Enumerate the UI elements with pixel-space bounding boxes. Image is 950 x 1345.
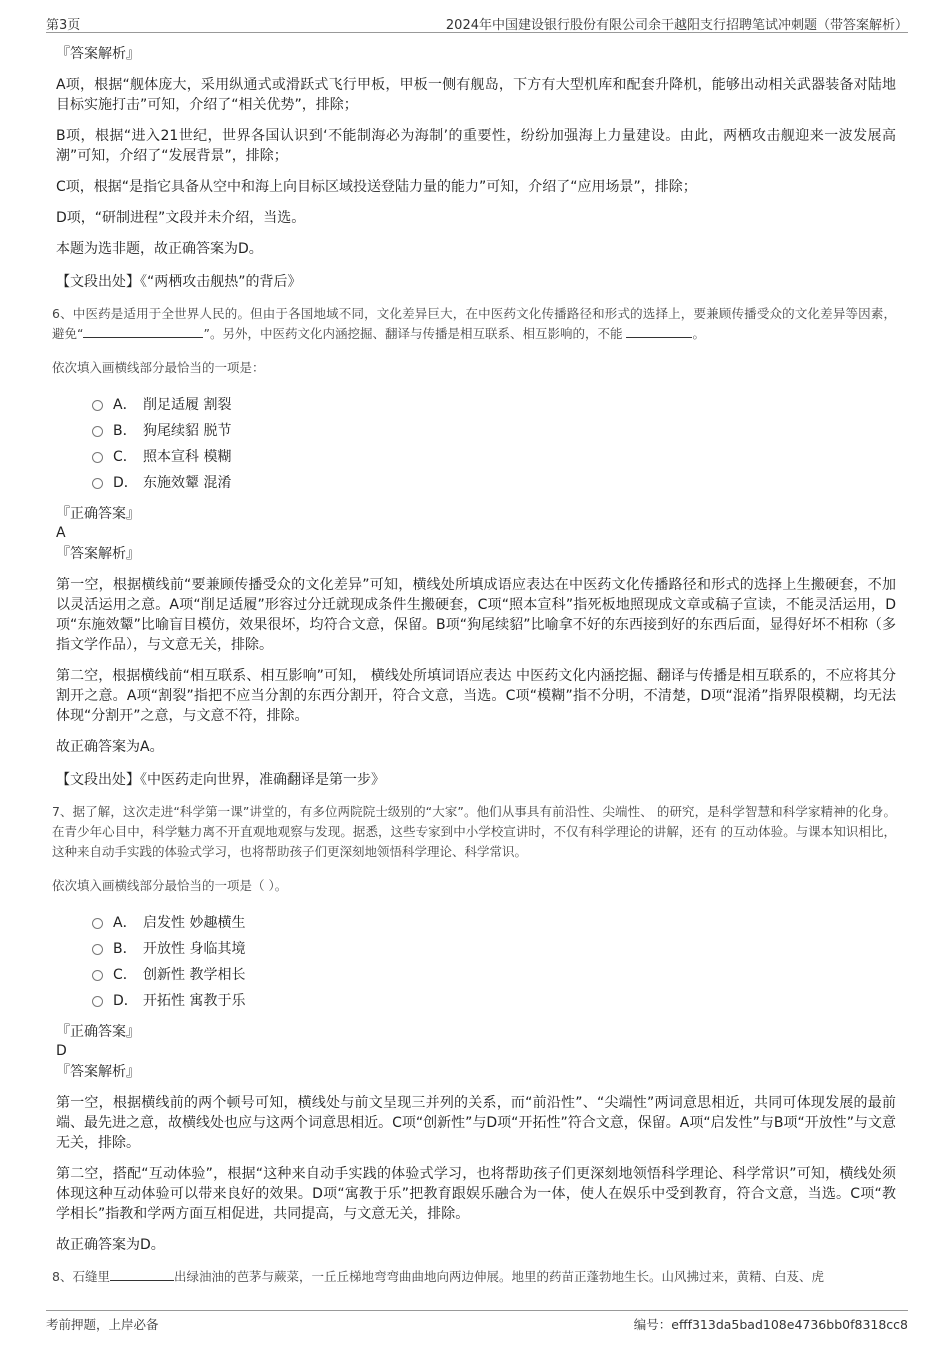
correct-answer: D bbox=[56, 1043, 67, 1059]
radio-button[interactable] bbox=[92, 426, 103, 437]
question-text-part: 。 bbox=[692, 326, 705, 341]
analysis-paragraph: B项，根据“进入21世纪，世界各国认识到‘不能制海必为海制’的重要性，纷纷加强海上力量建设。由此，两栖攻击舰迎来一波发展高潮”可知，介绍了“发展背景”，排除； bbox=[56, 128, 896, 164]
page-footer bbox=[46, 1310, 908, 1333]
radio-button[interactable] bbox=[92, 452, 103, 463]
radio-button[interactable] bbox=[92, 944, 103, 955]
analysis-paragraph: A项，根据“舰体庞大，采用纵通式或滑跃式飞行甲板，甲板一侧有舰岛，下方有大型机库和配套升降机，能够出动相关武器装备对陆地目标实施打击”可知，介绍了“相关优势”，排除； bbox=[56, 77, 896, 113]
conclusion: 本题为选非题，故正确答案为D。 bbox=[56, 241, 263, 257]
analysis-paragraph: 第一空，根据横线前“要兼顾传播受众的文化差异”可知，横线处所填成语应表达在中医药文化传播路径和形式的选择上生搬硬套，不加以灵活运用之意。A项“削足适履”形容过分迁就现成条件生搬硬套，C项“照本宣科”指死板地照现成文章或稿子宣读，不能灵活运用，D项“东施效颦”比喻盲目模仿，效果很坏，均符合文意，保留。B项“狗尾续貂”比喻拿不好的东西接到好的东西后面，显得好坏不相称（多指文学作品），与文意无关，排除。 bbox=[56, 577, 896, 653]
analysis-paragraph: C项，根据“是指它具备从空中和海上向目标区域投送登陆力量的能力”可知，介绍了“应用场景”，排除； bbox=[56, 179, 697, 195]
option-text: 削足适履 割裂 bbox=[143, 397, 232, 413]
analysis-label: 『答案解析』 bbox=[56, 546, 140, 562]
analysis-label: 『答案解析』 bbox=[56, 46, 140, 62]
option-d[interactable] bbox=[92, 988, 896, 1014]
source-citation: 【文段出处】《中医药走向世界，准确翻译是第一步》 bbox=[56, 772, 385, 788]
radio-button[interactable] bbox=[92, 918, 103, 929]
question-8 bbox=[52, 1267, 896, 1287]
option-b[interactable] bbox=[92, 936, 896, 962]
correct-answer-label: 『正确答案』 bbox=[56, 1024, 140, 1040]
radio-button[interactable] bbox=[92, 996, 103, 1007]
option-letter: C． bbox=[113, 449, 137, 465]
page-number: 第3页 bbox=[46, 18, 81, 33]
radio-button[interactable] bbox=[92, 970, 103, 981]
fill-blank bbox=[110, 1267, 174, 1281]
option-text: 照本宣科 模糊 bbox=[143, 449, 232, 465]
option-c[interactable] bbox=[92, 962, 896, 988]
correct-answer: A bbox=[56, 525, 66, 541]
analysis-label: 『答案解析』 bbox=[56, 1064, 140, 1080]
question-text-part: ”。另外，中医药文化内涵挖掘、翻译与传播是相互联系、相互影响的，不能 bbox=[203, 326, 623, 341]
q5-analysis bbox=[56, 44, 896, 292]
fill-blank bbox=[83, 324, 203, 338]
page-content bbox=[52, 42, 896, 1287]
question-text-part: 6、中医药是适用于全世界人民的。但由于各国地域不同，文化差异巨大，在中医药文化传播路径和形式的选择上，要兼顾传播受众的文化差异等因素，避免“ bbox=[52, 306, 896, 341]
footer-slogan: 考前押题，上岸必备 bbox=[46, 1317, 159, 1332]
question-text bbox=[52, 1267, 896, 1287]
fill-blank bbox=[626, 324, 692, 338]
option-d[interactable] bbox=[92, 470, 896, 496]
analysis-paragraph: 第二空，搭配“互动体验”，根据“这种来自动手实践的体验式学习，也将帮助孩子们更深刻地领悟科学理论、科学常识”可知，横线处须体现这种互动体验可以带来良好的效果。D项“寓教于乐”把教育跟娱乐融合为一体，使人在娱乐中受到教育，符合文意，当选。C项“教学相长”指教和学两方面互相促进，共同提高，与文意无关，排除。 bbox=[56, 1166, 896, 1222]
radio-button[interactable] bbox=[92, 478, 103, 489]
code-label: 编号： bbox=[633, 1317, 672, 1332]
option-text: 启发性 妙趣横生 bbox=[143, 915, 246, 931]
page-header bbox=[46, 12, 908, 33]
question-7 bbox=[52, 802, 896, 1014]
option-text: 东施效颦 混淆 bbox=[143, 475, 232, 491]
question-prompt: 依次填入画横线部分最恰当的一项是： bbox=[52, 360, 265, 375]
option-c[interactable] bbox=[92, 444, 896, 470]
radio-button[interactable] bbox=[92, 400, 103, 411]
option-letter: B． bbox=[113, 941, 137, 957]
conclusion: 故正确答案为A。 bbox=[56, 739, 164, 755]
option-a[interactable] bbox=[92, 392, 896, 418]
option-b[interactable] bbox=[92, 418, 896, 444]
option-letter: D． bbox=[113, 993, 138, 1009]
code-value: efff313da5bad108e4736bb0f8318cc8 bbox=[671, 1317, 908, 1332]
analysis-paragraph: 第二空，根据横线前“相互联系、相互影响”可知， 横线处所填词语应表达 中医药文化内涵挖掘、翻译与传播是相互联系的，不应将其分割开之意。A项“割裂”指把不应当分割的东西分割开，符合文意，当选。C项“模糊”指不分明，不清楚，D项“混淆”指界限模糊，均无法体现“分割开”之意，与文意不符，排除。 bbox=[56, 668, 896, 724]
option-text: 开拓性 寓教于乐 bbox=[143, 993, 246, 1009]
question-text-part: 8、石缝里 bbox=[52, 1269, 110, 1284]
analysis-paragraph: D项，“研制进程”文段并未介绍，当选。 bbox=[56, 210, 306, 226]
option-letter: C． bbox=[113, 967, 137, 983]
option-letter: D． bbox=[113, 475, 138, 491]
document-code bbox=[634, 1315, 908, 1333]
correct-answer-label: 『正确答案』 bbox=[56, 506, 140, 522]
option-letter: B． bbox=[113, 423, 137, 439]
conclusion: 故正确答案为D。 bbox=[56, 1237, 165, 1253]
source-citation: 【文段出处】《“两栖攻击舰热”的背后》 bbox=[56, 274, 302, 290]
question-6 bbox=[52, 304, 896, 496]
option-a[interactable] bbox=[92, 910, 896, 936]
question-text-part: 出绿油油的芭茅与蕨菜，一丘丘梯地弯弯曲曲地向两边伸展。地里的药苗正蓬勃地生长。山风拂过来，黄精、白芨、虎 bbox=[173, 1269, 824, 1284]
analysis-paragraph: 第一空，根据横线前的两个顿号可知，横线处与前文呈现三并列的关系，而“前沿性”、“尖端性”两词意思相近，共同可体现发展的最前端、最先进之意，故横线处也应与这两个词意思相近。C项“创新性”与D项“开拓性”符合文意，保留。A项“启发性”与B项“开放性”与文意无关，排除。 bbox=[56, 1095, 896, 1151]
question-prompt: 依次填入画横线部分最恰当的一项是（ ）。 bbox=[52, 878, 288, 893]
question-text: 7、据了解，这次走进“科学第一课”讲堂的，有多位两院院士级别的“大家”。他们从事具有前沿性、尖端性、 的研究，是科学智慧和科学家精神的化身。在青少年心目中，科学魅力离不开直观地观察与发现。据悉，这些专家到中小学校宣讲时，不仅有科学理论的讲解，还有 的互动体验。与课本知识相比，这种来自动手实践的体验式学习，也将帮助孩子们更深刻地领悟科学理论、科学常识。 bbox=[52, 804, 896, 859]
option-letter: A． bbox=[113, 397, 137, 413]
question-text bbox=[52, 304, 896, 344]
options-list bbox=[92, 392, 896, 496]
option-letter: A． bbox=[113, 915, 137, 931]
option-text: 开放性 身临其境 bbox=[143, 941, 246, 957]
option-text: 狗尾续貂 脱节 bbox=[143, 423, 232, 439]
options-list bbox=[92, 910, 896, 1014]
document-title: 2024年中国建设银行股份有限公司余干越阳支行招聘笔试冲刺题（带答案解析） bbox=[445, 18, 908, 33]
option-text: 创新性 教学相长 bbox=[143, 967, 246, 983]
